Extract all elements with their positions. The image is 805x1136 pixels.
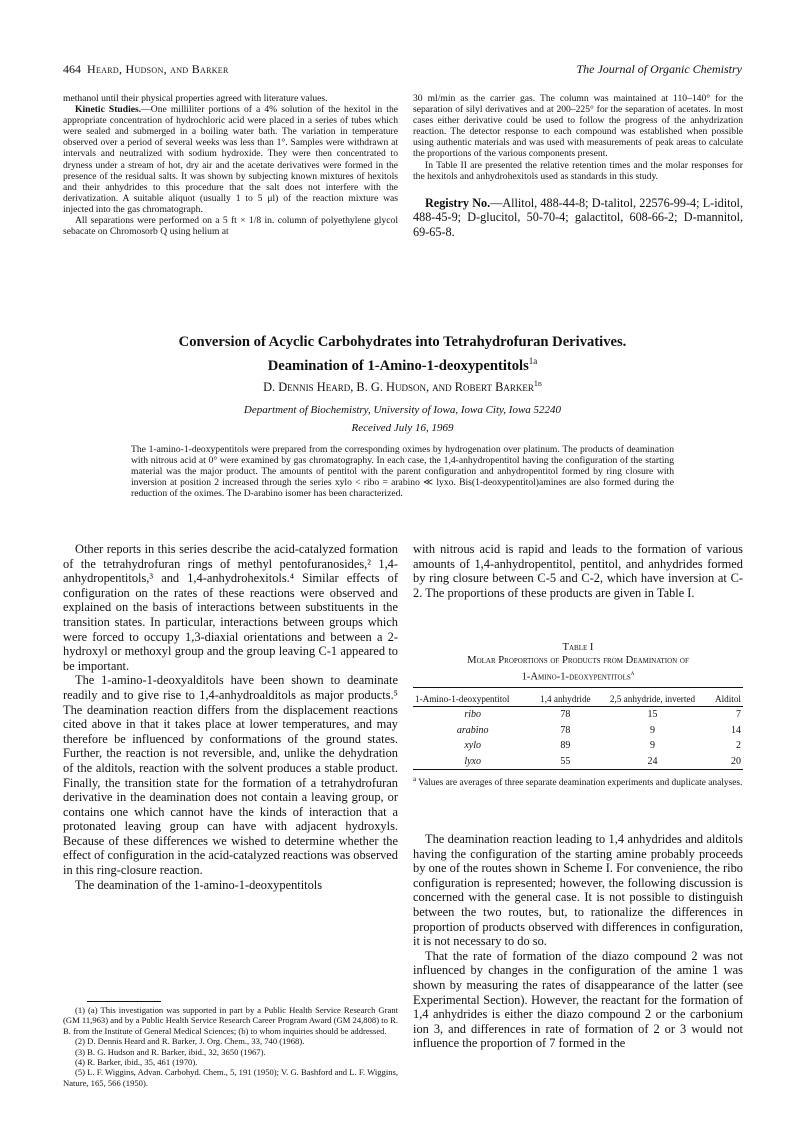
paragraph: That the rate of formation of the diazo compound 2 was not influenced by changes in the configuration of the amine 1 was shown by measuring the rates of disappearance of the latter (see Experimental Section). However, the reactant for the formation of 1,4 anhydrides is either the diazo compound 2 or the carbonium ion 3, and differences in rate of formation of 2 or 3 would not influence the proportion of 7 formed in the <box>413 948 743 1051</box>
table-cell: 55 <box>532 754 598 770</box>
table-cell: 15 <box>647 709 658 721</box>
table-cell: xylo <box>464 740 481 752</box>
paragraph: with nitrous acid is rapid and leads to the formation of various amounts of 1,4-anhydropentitol, pentitol, and anhydrides formed by ring closure between C-5 and C-2, which have inversion at C-2. The proportions of these products are given in Table I. <box>413 542 743 600</box>
footnote: (3) B. G. Hudson and R. Barker, ibid., 32, 3650 (1967). <box>75 1046 266 1057</box>
table-cell: 9 <box>649 724 655 736</box>
footnote: (2) D. Dennis Heard and R. Barker, J. Org. Chem., 33, 740 (1968). <box>75 1036 305 1047</box>
body-right-column-upper <box>413 542 743 600</box>
paragraph-text: —One milliliter portions of a 4% solution of the hexitol in the appropriate concentration of hydrochloric acid were placed in a series of tubes which were sealed and submerged in a boiling water bath. The variation in temperature observed over a period of several weeks was less than 1°. Samples were withdrawn at intervals and neutralized with sodium hydroxide. They were then concentrated to dryness under a stream of hot, dry air and the acetate derivatives were formed in the presence of the residual salts. It was shown by subjecting known mixtures of hexitols and their anhydrides to this procedure that the salt does not interfere with the derivatization. A suitable aliquot (usually 1 to 5 μl) of the reaction mixture was injected into the gas chromatograph. <box>63 104 398 215</box>
footnote-rule <box>87 1001 161 1002</box>
paragraph: Other reports in this series describe the acid-catalyzed formation of the tetrahydrofuran rings of methyl pentofuranosides,² 1,4-anhydropentitols,³ and 1,4-anhydrohexitols.⁴ Similar effects of configuration on the rates of these reactions were observed and explained on the basis of interactions between substituents in the transition states. In particular, interactions between groups which were forced to occupy 1,3-diaxial orientations and between a 2-hydroxyl or methoxyl group and the group leaving C-1 appeared to be important. <box>63 542 398 673</box>
table-cell: 7 <box>736 709 741 721</box>
table-cell: 78 <box>560 724 571 736</box>
page-number: 464 <box>63 62 81 76</box>
paragraph: The deamination reaction leading to 1,4 anhydrides and alditols having the configuration of the starting amine probably proceeds by one of the routes shown in Scheme I. For convenience, the ribo configuration is represented; however, the following discussion is concerned with the general case. It is not possible to distinguish between the two routes, but, to rationalize the differences in proportion of products observed with differences in configuration, it is not necessary to do so. <box>413 832 743 949</box>
table-row <box>413 707 743 723</box>
table-1 <box>413 641 743 789</box>
paragraph: 30 ml/min as the carrier gas. The column was maintained at 110–140° for the separation of silyl derivatives and at 200–225° for the separation of acetates. In most cases either derivative could be used to follow the progress of the anhydrization reaction. The detector response to each compound was established when possible using authentic materials and was used with measurements of peak areas to calculate the proportions of the various components present. <box>413 93 743 160</box>
column-header: 2,5 anhydride, inverted <box>598 692 706 707</box>
abstract: The 1-amino-1-deoxypentitols were prepared from the corresponding oximes by hydrogenation over platinum. The products of deamination with nitrous acid at 0° were examined by gas chromatography. In each case, the 1,4-anhydropentitol having the configuration of the starting material was the major product. The amounts of pentitol with the parent configuration and anhydropentitol formed by ring closure with inversion at position 2 increased through the series xylo < ribo = arabino ≪ lyxo. Bis(1-deoxypentitol)amines are also formed during the reduction of the oximes. The D-arabino isomer has been characterized. <box>131 444 674 500</box>
paragraph: In Table II are presented the relative retention times and the molar responses for the hexitols and anhydrohexitols used as standards in this study. <box>413 159 743 182</box>
received-date: Received July 16, 1969 <box>351 422 454 434</box>
title-line-2: Deamination of 1-Amino-1-deoxypentitols$^{1a}$ <box>267 356 538 374</box>
table-header-row <box>413 692 743 707</box>
column-header: 1,4 anhydride <box>532 692 598 707</box>
article-title <box>63 333 742 376</box>
registry-numbers <box>413 196 743 239</box>
table-cell: 20 <box>707 754 743 770</box>
products-table <box>413 687 743 771</box>
table-cell: lyxo <box>413 754 532 770</box>
running-authors: Heard, Hudson, and Barker <box>87 62 229 76</box>
paragraph: methanol until their physical properties agreed with literature values. <box>63 93 328 104</box>
table-caption-line-1: Molar Proportions of Products from Deamination of <box>467 655 689 666</box>
column-header: 1-Amino-1-deoxypentitol <box>413 692 532 707</box>
table-cell: 78 <box>560 709 571 721</box>
registry-text: —Allitol, 488-44-8; D-talitol, 22576-99-4; L-iditol, 488-45-9; D-glucitol, 50-70-4; galactitol, 608-66-2; D-mannitol, 69-65-8. <box>413 195 743 239</box>
top-left-column <box>63 93 398 237</box>
table-cell: 14 <box>731 724 741 736</box>
footnote: (4) R. Barker, ibid., 35, 461 (1970). <box>75 1057 198 1068</box>
column-header: Alditol <box>707 692 743 707</box>
title-line-1: Conversion of Acyclic Carbohydrates into Tetrahydrofuran Derivatives. <box>178 334 627 350</box>
affiliation: Department of Biochemistry, University of Iowa, Iowa City, Iowa 52240 <box>243 404 562 416</box>
footnotes <box>63 1005 398 1088</box>
table-cell: arabino <box>456 724 489 736</box>
table-row <box>413 738 743 754</box>
table-cell: 2 <box>736 740 741 752</box>
kinetic-studies-paragraph <box>63 104 398 215</box>
journal-name: The Journal of Organic Chemistry <box>576 62 742 76</box>
table-cell: ribo <box>464 709 481 721</box>
table-cell: 89 <box>560 740 571 752</box>
table-label: Table I <box>562 642 594 653</box>
footnote: (5) L. F. Wiggins, Advan. Carbohyd. Chem., 5, 191 (1950); V. G. Bashford and L. F. Wiggins, Nature, 165, 566 (1950). <box>63 1067 398 1088</box>
table-row <box>413 754 743 770</box>
paragraph: All separations were performed on a 5 ft × 1/8 in. column of polyethylene glycol sebacate on Chromosorb Q using helium at <box>63 215 398 238</box>
table-cell: 24 <box>598 754 706 770</box>
footnote: (1) (a) This investigation was supported in part by a Public Health Service Research Grant (GM 11,963) and by a Public Health Service Research Career Program Award (GM 24,808) to R. B. from the Institute of General Medical Sciences; (b) to whom inquiries should be addressed. <box>63 1005 398 1036</box>
table-cell: 9 <box>649 740 655 752</box>
author-byline: D. Dennis Heard, B. G. Hudson, and Robert Barker$^{1b}$ <box>263 379 542 395</box>
paragraph: The 1-amino-1-deoxyalditols have been shown to deaminate readily and to give rise to 1,4-anhydroalditols as major products.⁵ The deamination reaction differs from the displacement reactions cited above in that it takes place at lower temperatures, and may therefore be influenced by conformations of the ground states. Further, the reaction is not reversible, and, unlike the dehydration of the alditols, reaction with the solvent produces a stable product. Finally, the transition state for the formation of a tetrahydrofuran derivative in the deamination does not contain a leaving group, or contains one which cannot have the kinds of interaction that a protonated leaving group can have with adjacent hydroxyls. Because of these differences we wished to determine whether the effect of configuration in the acid-catalyzed reactions was observed in this ring-closure reaction. <box>63 673 398 878</box>
top-right-column <box>413 93 743 239</box>
page-header <box>63 62 742 80</box>
body-right-column-lower <box>413 832 743 1051</box>
table-row <box>413 723 743 739</box>
table-footnote: $^a$ Values are averages of three separate deamination experiments and duplicate analyses. <box>413 775 743 789</box>
section-heading: Kinetic Studies. <box>75 104 142 116</box>
registry-label: Registry No. <box>425 195 491 210</box>
paragraph: The deamination of the 1-amino-1-deoxypentitols <box>75 877 323 892</box>
table-caption-line-2: 1-Amino-1-deoxypentitols$^a$ <box>521 669 635 683</box>
body-left-column <box>63 542 398 892</box>
